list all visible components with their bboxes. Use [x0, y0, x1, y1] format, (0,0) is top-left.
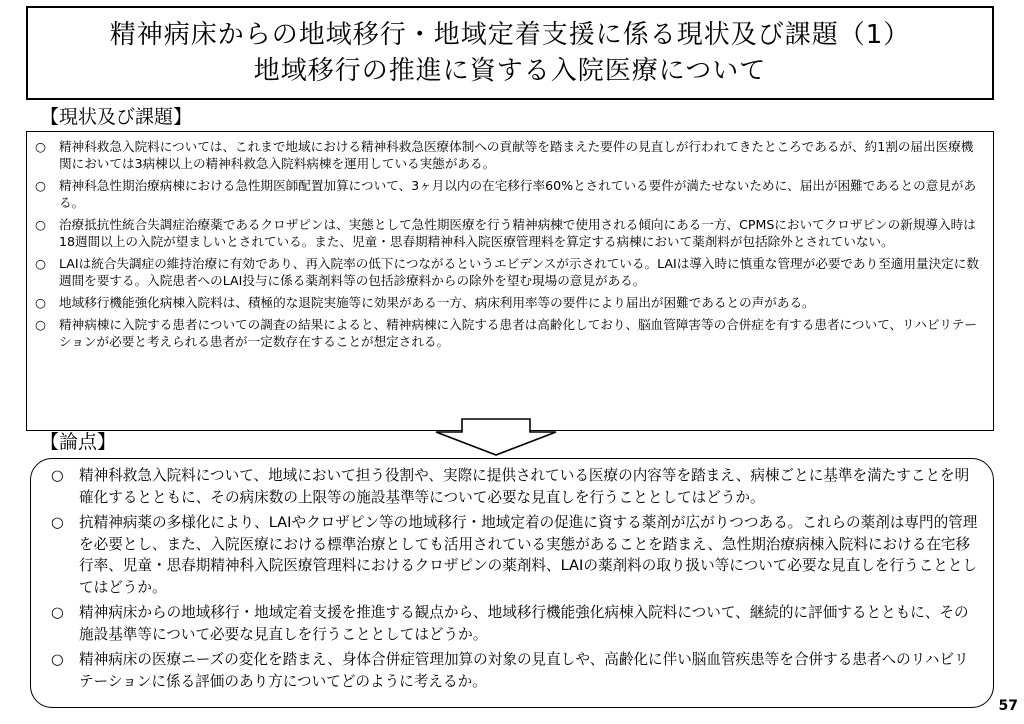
issue-item: [51, 465, 979, 508]
down-arrow-icon: [434, 418, 558, 456]
bullet-icon: ○: [51, 467, 64, 484]
issues-box: [30, 458, 994, 708]
bullet-icon: ○: [35, 178, 46, 193]
issues-heading: 【論点】: [40, 431, 117, 453]
issue-item-text: 精神病床からの地域移行・地域定着支援を推進する観点から、地域移行機能強化病棟入院料について、継続的に評価するとともに、その施設基準等について必要な見直しを行うこととしてはどうか。: [79, 604, 969, 643]
status-item: [35, 216, 985, 250]
bullet-icon: ○: [51, 651, 64, 668]
issue-item-text: 抗精神病薬の多様化により、LAIやクロザピン等の地域移行・地域定着の促進に資する薬剤が広がりつつある。これらの薬剤は専門的管理を必要とし、また、入院医療における標準治療としても活用されている実態があることを踏まえ、急性期治療病棟入院料における在宅移行率、児童・思春期精神科入院医療管理料におけるクロザピンの薬剤料、LAIの薬剤料の取り扱い等について必要な見直しを行うこととしてはどうか。: [79, 514, 978, 596]
page-title: 精神病床からの地域移行・地域定着支援に係る現状及び課題（1）: [109, 20, 911, 50]
status-item-text: LAIは統合失調症の維持治療に有効であり、再入院率の低下につながるというエビデンスが示されている。LAIは導入時に慎重な管理が必要であり至適用量決定に数週間を要する。入院患者へのLAI投与に係る薬剤料等の包括診療料からの除外を望む現場の意見がある。: [59, 256, 979, 288]
issue-item: [51, 649, 979, 692]
status-item-text: 治療抵抗性統合失調症治療薬であるクロザピンは、実態として急性期医療を行う精神病棟で使用される傾向にある一方、CPMSにおいてクロザピンの新規導入時は18週間以上の入院が望ましいとされている。また、児童・思春期精神科入院医療管理料を算定する病棟において薬剤料が包括除外とされていない。: [59, 217, 976, 249]
status-box: [26, 131, 994, 431]
status-item: [35, 177, 985, 211]
bullet-icon: ○: [35, 217, 46, 232]
page-number: 57: [998, 698, 1018, 714]
bullet-icon: ○: [51, 514, 64, 531]
status-item-text: 精神科救急入院料については、これまで地域における精神科救急医療体制への貢献等を踏まえた要件の見直しが行われてきたところであるが、約1割の届出医療機関においては3病棟以上の精神科救急入院料病棟を運用している実態がある。: [59, 139, 974, 171]
bullet-icon: ○: [35, 139, 46, 154]
issue-item-text: 精神科救急入院料について、地域において担う役割や、実際に提供されている医療の内容等を踏まえ、病棟ごとに基準を満たすことを明確化するとともに、その病床数の上限等の施設基準等について必要な見直しを行うこととしてはどうか。: [79, 467, 970, 506]
status-item: [35, 255, 985, 289]
issue-item: [51, 512, 979, 598]
status-item: [35, 138, 985, 172]
status-item: [35, 316, 985, 350]
status-item-text: 地域移行機能強化病棟入院料は、積極的な退院実施等に効果がある一方、病床利用率等の要件により届出が困難であるとの声がある。: [59, 295, 815, 310]
status-item-text: 精神病棟に入院する患者についての調査の結果によると、精神病棟に入院する患者は高齢化しており、脳血管障害等の合併症を有する患者について、リハビリテーションが必要と考えられる患者が一定数存在することが想定される。: [59, 317, 977, 349]
title-box: [26, 6, 994, 100]
status-item-text: 精神科急性期治療病棟における急性期医師配置加算について、3ヶ月以内の在宅移行率60%とされている要件が満たせないために、届出が困難であるとの意見がある。: [59, 178, 977, 210]
bullet-icon: ○: [35, 295, 46, 310]
bullet-icon: ○: [51, 604, 64, 621]
issue-item-text: 精神病床の医療ニーズの変化を踏まえ、身体合併症管理加算の対象の見直しや、高齢化に伴い脳血管疾患等を合併する患者へのリハビリテーションに係る評価のあり方についてどのように考えるか。: [79, 651, 969, 690]
status-heading: 【現状及び課題】: [40, 106, 193, 128]
issue-item: [51, 602, 979, 645]
page-subtitle: 地域移行の推進に資する入院医療について: [253, 56, 767, 86]
bullet-icon: ○: [35, 256, 46, 271]
status-item: [35, 294, 985, 311]
bullet-icon: ○: [35, 317, 46, 332]
